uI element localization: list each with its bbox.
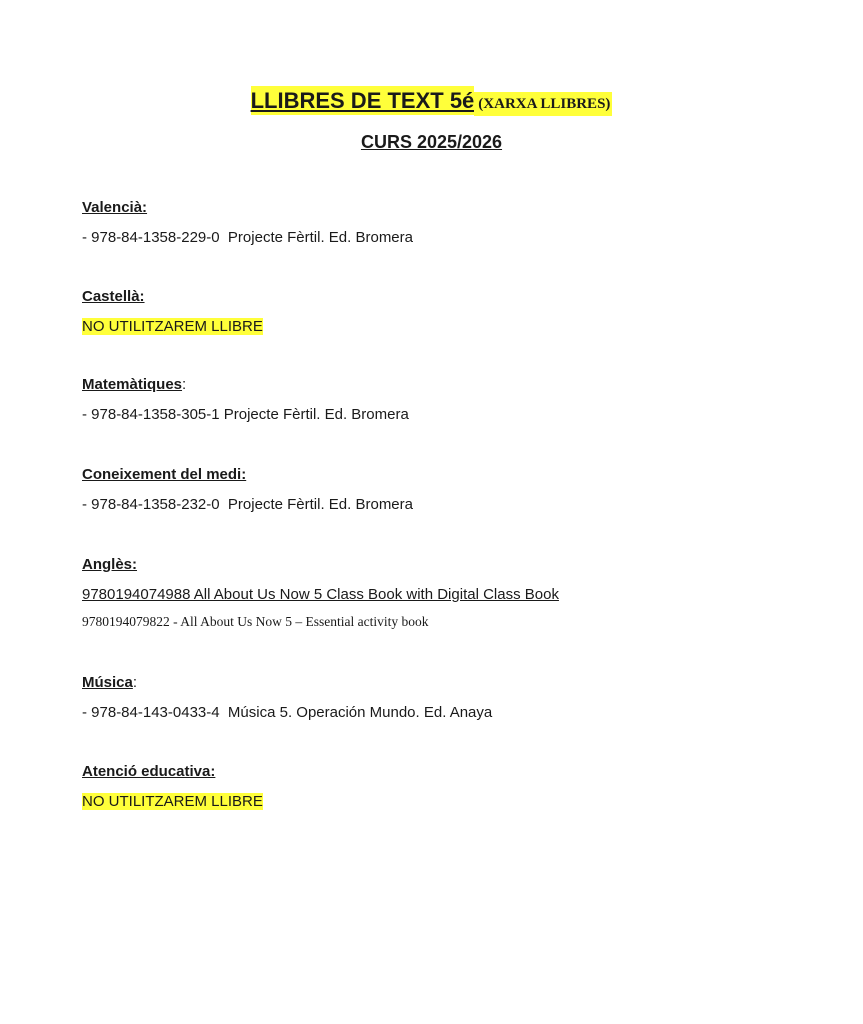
- section-heading: Anglès:: [82, 556, 138, 573]
- section-heading: Atenció educativa:: [82, 763, 216, 780]
- document-title: [0, 88, 863, 114]
- section-matematiques: [82, 375, 823, 425]
- heading-colon: :: [182, 376, 187, 393]
- title-main: LLIBRES DE TEXT 5é: [250, 88, 475, 113]
- section-angles: [82, 555, 823, 631]
- book-line: - 978-84-1358-229-0 Projecte Fèrtil. Ed. Bromera: [82, 229, 413, 246]
- section-heading: Coneixement del medi:: [82, 466, 247, 483]
- book-line: 9780194074988 All About Us Now 5 Class Book with Digital Class Book: [82, 586, 559, 603]
- section-valencia: [82, 198, 823, 248]
- section-musica: [82, 673, 823, 723]
- course-year: CURS 2025/2026: [360, 132, 503, 152]
- section-atencio: [82, 762, 823, 812]
- heading-colon: :: [132, 674, 138, 691]
- section-heading: Castellà:: [82, 288, 145, 305]
- section-heading: Música: [82, 674, 133, 691]
- section-castella: [82, 287, 823, 337]
- section-heading: Valencià:: [82, 199, 148, 216]
- title-note: (XARXA LLIBRES): [474, 92, 612, 116]
- section-coneixement: [82, 465, 823, 515]
- book-line: - 978-84-1358-232-0 Projecte Fèrtil. Ed. Bromera: [82, 496, 413, 513]
- section-heading: Matemàtiques: [82, 376, 183, 393]
- book-line: - 978-84-143-0433-4 Música 5. Operación Mundo. Ed. Anaya: [82, 704, 493, 721]
- book-line: - 978-84-1358-305-1 Projecte Fèrtil. Ed. Bromera: [82, 406, 409, 423]
- book-line: 9780194079822 - All About Us Now 5 – Essential activity book: [82, 614, 429, 629]
- no-book-notice: NO UTILITZAREM LLIBRE: [82, 318, 263, 335]
- no-book-notice: NO UTILITZAREM LLIBRE: [82, 793, 263, 810]
